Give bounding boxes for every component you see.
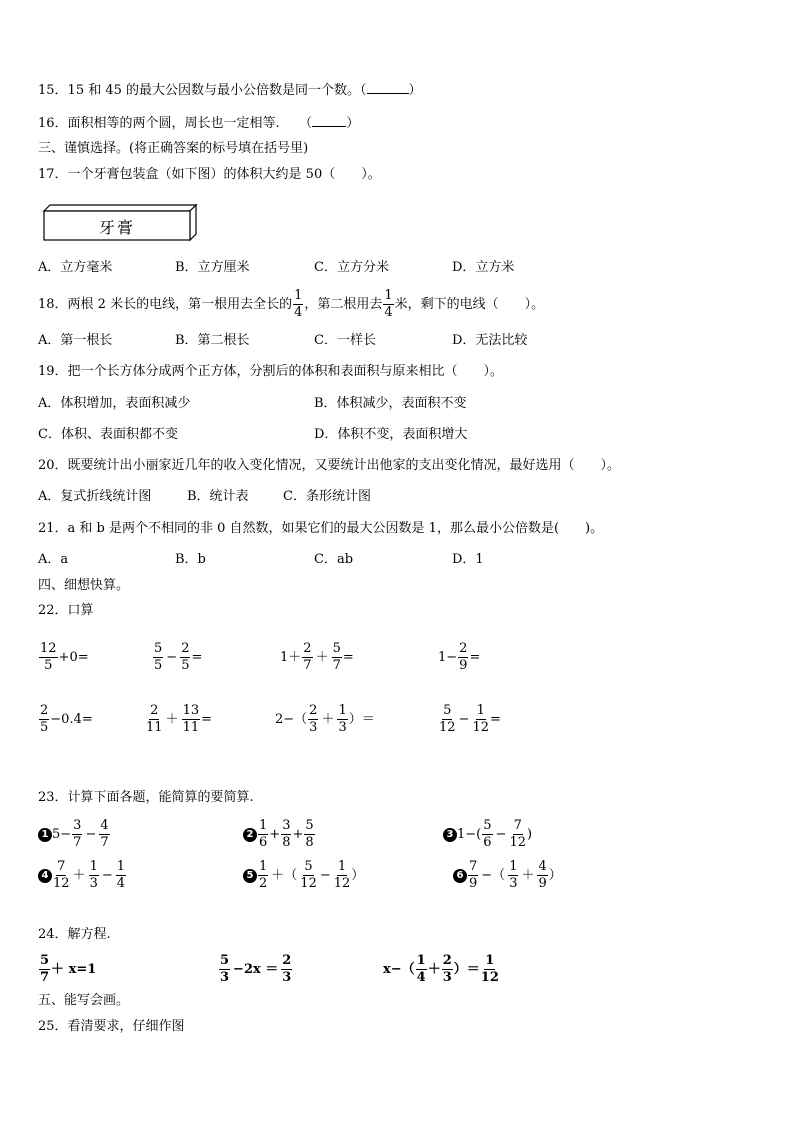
number-badge: 6 bbox=[453, 869, 467, 883]
question-20-text: 20．既要统计出小丽家近几年的收入变化情况，又要统计出他家的支出变化情况，最好选用（ ）。 bbox=[38, 458, 621, 473]
section-4-heading: 四、细想快算。 bbox=[38, 578, 130, 593]
question-25-text: 25．看清要求，仔细作图 bbox=[38, 1019, 185, 1034]
option-b[interactable]: B．立方厘米 bbox=[175, 260, 250, 275]
oral-calc-4: 1− $\frac{2}{9}$ = bbox=[438, 641, 481, 673]
paren-close: ） bbox=[408, 83, 422, 98]
calc-item-4: 4 $\frac{7}{12}$ ＋ $\frac{1}{3}$ − $\frac{1}{4}$ bbox=[38, 858, 127, 894]
number-badge: 5 bbox=[243, 869, 257, 883]
option-a[interactable]: A．第一根长 bbox=[38, 333, 113, 348]
option-a[interactable]: A．复式折线统计图 bbox=[38, 489, 152, 504]
equation-1: $\frac{5}{7}$ ＋ x=1 bbox=[40, 953, 97, 985]
question-22-title: 22．口算 bbox=[38, 603, 94, 618]
question-15 bbox=[38, 83, 422, 99]
option-c[interactable]: C．条形统计图 bbox=[283, 489, 371, 504]
answer-blank[interactable] bbox=[312, 126, 346, 127]
option-d[interactable]: D．体积不变，表面积增大 bbox=[314, 427, 468, 442]
question-18 bbox=[38, 288, 544, 322]
calc-item-2: 2 $\frac{1}{6}$ + $\frac{3}{8}$ + $\frac{5}{8}$ bbox=[243, 817, 316, 853]
question-16 bbox=[38, 116, 359, 132]
paren-close: ） bbox=[346, 116, 360, 131]
equation-3: x−（ $\frac{1}{4}$ ＋ $\frac{2}{3}$ ）＝ $\frac{1}{12}$ bbox=[383, 953, 499, 985]
oral-calc-1: $\frac{12}{5}$ +0= bbox=[40, 641, 89, 673]
oral-calc-5: $\frac{2}{5}$ −0.4= bbox=[40, 703, 93, 735]
question-21-text: 21．a 和 b 是两个不相同的非 0 自然数，如果它们的最大公因数是 1，那么最小公倍数是( )。 bbox=[38, 521, 604, 536]
box-label: 牙膏 bbox=[98, 218, 135, 237]
number-badge: 1 bbox=[38, 828, 52, 842]
option-b[interactable]: B．第二根长 bbox=[175, 333, 250, 348]
question-17-text: 17．一个牙膏包装盒（如下图）的体积大约是 50（ ）。 bbox=[38, 167, 381, 182]
oral-calc-3: 1＋ $\frac{2}{7}$ ＋ $\frac{5}{7}$ = bbox=[280, 641, 354, 673]
option-b[interactable]: B．体积减少，表面积不变 bbox=[314, 396, 467, 411]
question-19-text: 19．把一个长方体分成两个正方体，分割后的体积和表面积与原来相比（ ）。 bbox=[38, 364, 504, 379]
toothpaste-box-figure bbox=[40, 204, 200, 248]
question-18-text-3: 米，剩下的电线（ ）。 bbox=[394, 297, 545, 312]
calc-item-6: 6 $\frac{7}{9}$ −（ $\frac{1}{3}$ ＋ $\frac{4}{9}$ ） bbox=[453, 858, 562, 894]
calc-item-5: 5 $\frac{1}{2}$ ＋（ $\frac{5}{12}$ − $\frac{1}{12}$ ） bbox=[243, 858, 364, 894]
question-18-text-1: 18．两根 2 米长的电线，第一根用去全长的 bbox=[38, 297, 293, 312]
number-badge: 2 bbox=[243, 828, 257, 842]
option-c[interactable]: C．体积、表面积都不变 bbox=[38, 427, 178, 442]
option-c[interactable]: C．立方分米 bbox=[314, 260, 389, 275]
number-badge: 4 bbox=[38, 869, 52, 883]
question-23-title: 23．计算下面各题，能简算的要简算. bbox=[38, 790, 254, 805]
calc-item-3: 3 1−( $\frac{5}{6}$ − $\frac{7}{12}$ ) bbox=[443, 817, 532, 853]
answer-blank[interactable] bbox=[367, 93, 409, 94]
option-b[interactable]: B．统计表 bbox=[187, 489, 249, 504]
option-d[interactable]: D．1 bbox=[452, 552, 484, 567]
oral-calc-8: $\frac{5}{12}$ − $\frac{1}{12}$ = bbox=[439, 703, 501, 735]
section-3-heading: 三、谨慎选择。(将正确答案的标号填在括号里) bbox=[38, 141, 309, 156]
option-a[interactable]: A．立方毫米 bbox=[38, 260, 113, 275]
question-16-text: 16．面积相等的两个圆，周长也一定相等. （ bbox=[38, 116, 313, 131]
calc-item-1: 1 5− $\frac{3}{7}$ − $\frac{4}{7}$ bbox=[38, 817, 111, 853]
question-24-title: 24．解方程. bbox=[38, 927, 111, 942]
option-c[interactable]: C．一样长 bbox=[314, 333, 376, 348]
option-a[interactable]: A．a bbox=[38, 552, 69, 567]
fraction: $\frac{1}{4}$ bbox=[294, 288, 303, 320]
section-5-heading: 五、能写会画。 bbox=[38, 993, 130, 1008]
oral-calc-6: $\frac{2}{11}$ ＋ $\frac{13}{11}$ = bbox=[146, 703, 213, 735]
question-15-text: 15．15 和 45 的最大公因数与最小公倍数是同一个数。（ bbox=[38, 83, 367, 98]
oral-calc-2: $\frac{5}{5}$ − $\frac{2}{5}$ = bbox=[154, 641, 203, 673]
option-b[interactable]: B．b bbox=[175, 552, 206, 567]
option-a[interactable]: A．体积增加，表面积减少 bbox=[38, 396, 191, 411]
fraction: $\frac{1}{4}$ bbox=[384, 288, 393, 320]
question-18-text-2: ，第二根用去 bbox=[304, 297, 383, 312]
equation-2: $\frac{5}{3}$ −2x ＝ $\frac{2}{3}$ bbox=[220, 953, 292, 985]
option-d[interactable]: D．无法比较 bbox=[452, 333, 528, 348]
option-d[interactable]: D．立方米 bbox=[452, 260, 515, 275]
number-badge: 3 bbox=[443, 828, 457, 842]
oral-calc-7: 2−（ $\frac{2}{3}$ ＋ $\frac{1}{3}$ ）＝ bbox=[275, 703, 375, 735]
option-c[interactable]: C．ab bbox=[314, 552, 354, 567]
